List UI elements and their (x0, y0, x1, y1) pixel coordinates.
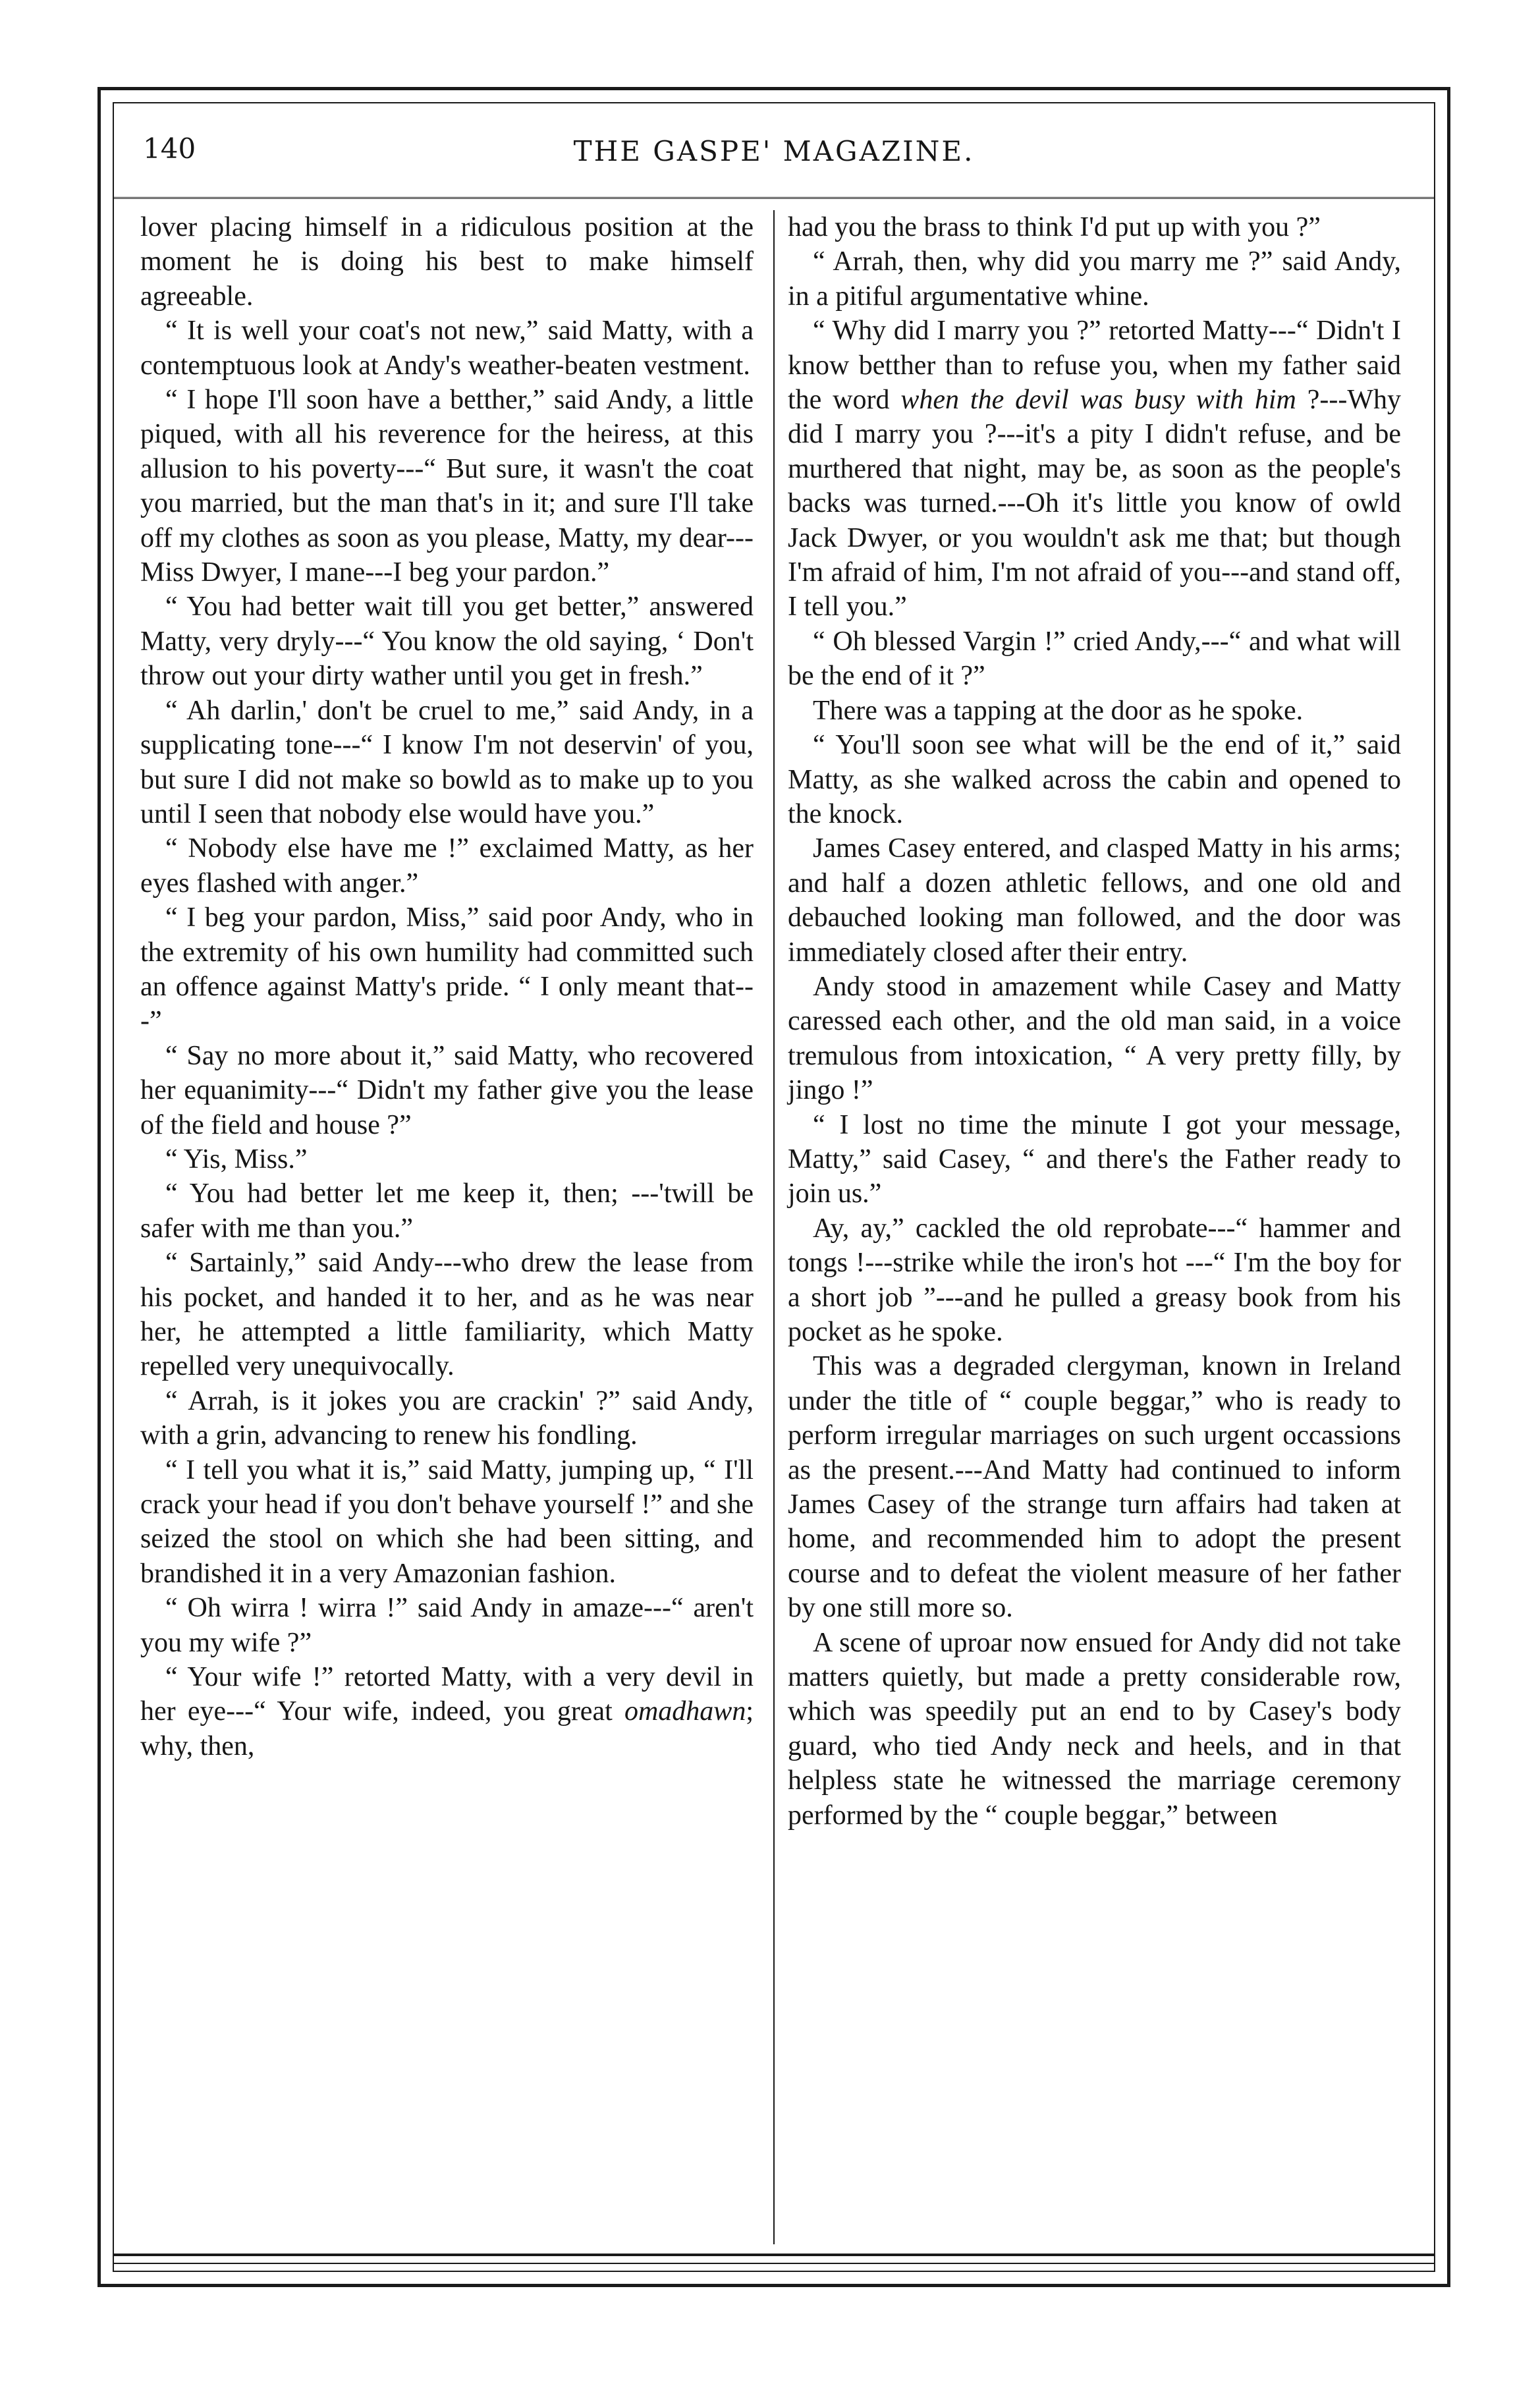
paragraph: “ It is well your coat's not new,” said Matty, with a contemptuous look at Andy's weather-beaten vestment. (140, 316, 754, 381)
paragraph: “ I tell you what it is,” said Matty, jumping up, “ I'll crack your head if you don't behave yourself !” and she seized the stool on which she had been sitting, and brandished it in a very Amazonian fashion. (140, 1454, 754, 1589)
paragraph: “ Nobody else have me !” exclaimed Matty, as her eyes flashed with anger.” (140, 833, 754, 899)
paragraph: “ I beg your pardon, Miss,” said poor Andy, who in the extremity of his own humility had committed such an offence against Matty's pride. “ I only meant that---” (140, 902, 754, 1037)
page-frame (97, 87, 1450, 2287)
paragraph: James Casey entered, and clasped Matty in his arms; and half a dozen athletic fellows, and one old and debauched looking man followed, and the door was immediately closed after their entry. (788, 833, 1401, 968)
paragraph-with-italic (140, 1660, 754, 1763)
paragraph: “ I hope I'll soon have a betther,” said Andy, a little piqued, with all his reverence for the heiress, at this allusion to his poverty---“ But sure, it wasn't the coat you married, but the man that's in it; and sure I'll take off my clothes as soon as you please, Matty, my dear---Miss Dwyer, I mane---I beg your pardon.” (140, 385, 754, 588)
footer-rule (113, 2254, 1435, 2264)
paragraph: A scene of uproar now ensued for Andy did not take matters quietly, but made a pretty considerable row, which was speedily put an end to by Casey's body guard, who tied Andy neck and heels, and in that helpless state he witnessed the marriage ceremony performed by the “ couple beggar,” between (788, 1627, 1401, 1831)
paragraph: “ Sartainly,” said Andy---who drew the lease from his pocket, and handed it to her, and as he was near her, he attempted a little familiarity, which Matty repelled very unequivocally. (140, 1248, 754, 1382)
text-columns (127, 210, 1421, 2244)
text-run: “ Why did I marry you ?” retorted Matty---“ Didn't I know betther than to refuse you, when my father said the word (788, 316, 1401, 416)
paragraph: “ Yis, Miss.” (165, 1144, 308, 1175)
paragraph: “ Arrah, is it jokes you are crackin' ?” said Andy, with a grin, advancing to renew his fondling. (140, 1385, 754, 1451)
paragraph: “ Oh wirra ! wirra !” said Andy in amaze---“ aren't you my wife ?” (140, 1593, 754, 1658)
text-run: ; why, then, (140, 1696, 754, 1761)
running-header (127, 124, 1421, 177)
text-run: “ Your wife !” retorted Matty, with a very devil in her eye---“ Your wife, indeed, you great (140, 1662, 754, 1727)
paragraph-with-italic (788, 314, 1401, 624)
italic-word: omadhawn (624, 1696, 746, 1727)
page-number: 140 (143, 132, 196, 165)
right-column (775, 210, 1421, 2244)
paragraph: had you the brass to think I'd put up with you ?” (788, 212, 1321, 242)
text-run: ?---Why did I marry you ?---it's a pity I didn't refuse, and be murthered that night, may be, as soon as the people's backs was turned.---Oh it's little you know of owld Jack Dwyer, or you wouldn't ask me that; but though I'm afraid of him, I'm not afraid of you---and stand off, I tell you.” (788, 385, 1401, 622)
paragraph: “ Ah darlin,' don't be cruel to me,” said Andy, in a supplicating tone---“ I know I'm not deservin' of you, but sure I did not make so bowld as to make up to you until I seen that nobody else would have you.” (140, 695, 754, 829)
magazine-title: THE GASPE' MAGAZINE. (573, 134, 975, 167)
paragraph: lover placing himself in a ridiculous position at the moment he is doing his best to make himself agreeable. (140, 212, 754, 312)
paragraph: “ Oh blessed Vargin !” cried Andy,---“ and what will be the end of it ?” (788, 626, 1401, 692)
paragraph: Andy stood in amazement while Casey and Matty caressed each other, and the old man said, in a voice tremulous from intoxication, “ A very pretty filly, by jingo !” (788, 971, 1401, 1106)
paragraph: This was a degraded clergyman, known in Ireland under the title of “ couple beggar,” who is ready to perform irregular marriages on such urgent occassions as the present.---And Matty had continued to inform James Casey of the strange turn affairs had taken at home, and recommended him to adopt the present course and to defeat the violent measure of her father by one still more so. (788, 1351, 1401, 1624)
paragraph: Ay, ay,” cackled the old reprobate---“ hammer and tongs !---strike while the iron's hot ---“ I'm the boy for a short job ”---and he pulled a greasy book from his pocket as he spoke. (788, 1213, 1401, 1347)
paragraph: “ You had better let me keep it, then; ---'twill be safer with me than you.” (140, 1178, 754, 1244)
italic-phrase: when the devil was busy with him (900, 385, 1296, 416)
left-column (127, 210, 773, 2244)
paragraph: “ I lost no time the minute I got your message, Matty,” said Casey, “ and there's the Father ready to join us.” (788, 1109, 1401, 1209)
header-rule (113, 197, 1435, 199)
paragraph: “ Arrah, then, why did you marry me ?” said Andy, in a pitiful argumentative whine. (788, 246, 1401, 312)
paragraph: “ Say no more about it,” said Matty, who recovered her equanimity---“ Didn't my father give you the lease of the field and house ?” (140, 1040, 754, 1140)
paragraph: “ You'll soon see what will be the end of it,” said Matty, as she walked across the cabin and opened to the knock. (788, 730, 1401, 829)
paragraph: There was a tapping at the door as he spoke. (813, 695, 1304, 726)
paragraph: “ You had better wait till you get better,” answered Matty, very dryly---“ You know the old saying, ‘ Don't throw out your dirty wather until you get in fresh.” (140, 592, 754, 692)
